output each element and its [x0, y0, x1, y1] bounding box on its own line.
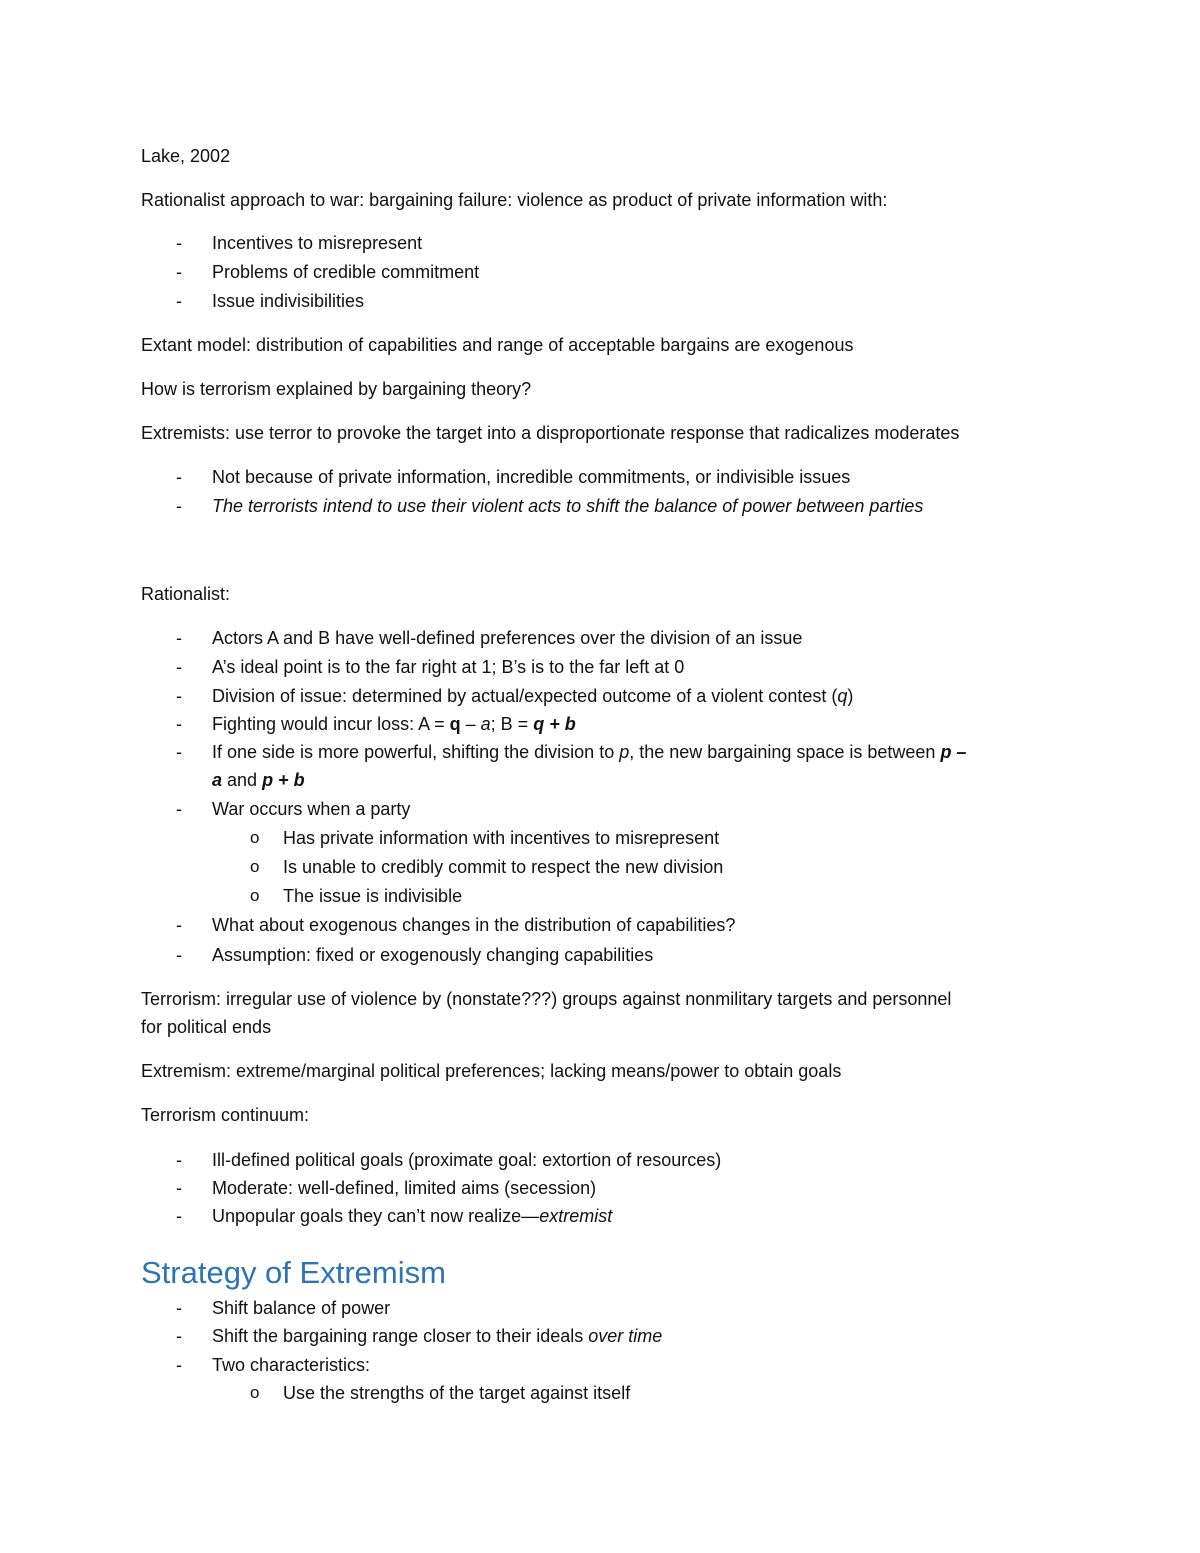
variable-a: a: [212, 770, 223, 790]
bullet: -: [176, 742, 182, 762]
bullet: -: [176, 1326, 182, 1346]
text-segment: and: [222, 770, 263, 790]
bullet: -: [176, 1206, 182, 1226]
list-item-italic: The terrorists intend to use their violent acts to shift the balance of power between parties: [212, 496, 924, 516]
bullet: -: [176, 686, 182, 706]
bullet: -: [176, 714, 182, 734]
list-item: Shift balance of power: [212, 1298, 391, 1318]
variable-q: q: [449, 714, 461, 734]
list-item: Problems of credible commitment: [212, 262, 480, 282]
variable-a: a: [480, 714, 491, 734]
bullet: -: [176, 1355, 182, 1375]
text-segment: If one side is more powerful, shifting the division to: [212, 742, 620, 762]
list-item: Two characteristics:: [212, 1355, 371, 1375]
bullet: -: [176, 945, 182, 965]
expression-p-minus: p –: [940, 742, 967, 762]
list-item: Moderate: well-defined, limited aims (secession): [212, 1178, 597, 1198]
list-item: [212, 684, 853, 708]
sub-list-item: Is unable to credibly commit to respect the new division: [283, 857, 724, 877]
list-item: Assumption: fixed or exogenously changing capabilities: [212, 945, 654, 965]
italic-segment: extremist: [539, 1206, 613, 1226]
paragraph-rationalist: Rationalist:: [141, 584, 231, 604]
text-segment: Fighting would incur loss: A =: [212, 714, 450, 734]
paragraph-rationalist-approach: Rationalist approach to war: bargaining failure: violence as product of private information with:: [141, 190, 888, 210]
text-segment: Unpopular goals they can’t now realize—: [212, 1206, 540, 1226]
list-item: Not because of private information, incredible commitments, or indivisible issues: [212, 467, 851, 487]
sub-bullet: o: [250, 886, 260, 905]
list-item: [212, 1324, 662, 1348]
list-item: [212, 1204, 612, 1228]
section-heading: Strategy of Extremism: [141, 1255, 446, 1290]
list-item: [212, 740, 966, 764]
text-segment: Division of issue: determined by actual/expected outcome of a violent contest (: [212, 686, 838, 706]
paragraph-terrorism-definition-cont: for political ends: [141, 1017, 272, 1037]
list-item: Incentives to misrepresent: [212, 233, 423, 253]
paragraph-terrorism-definition: Terrorism: irregular use of violence by (nonstate???) groups against nonmilitary targets and personnel: [141, 989, 952, 1009]
list-item: Actors A and B have well-defined preferences over the division of an issue: [212, 628, 803, 648]
sub-list-item: Has private information with incentives to misrepresent: [283, 828, 720, 848]
list-item: Issue indivisibilities: [212, 291, 365, 311]
text-segment: ; B =: [490, 714, 534, 734]
bullet: -: [176, 1178, 182, 1198]
paragraph-continuum: Terrorism continuum:: [141, 1105, 310, 1125]
sub-list-item: The issue is indivisible: [283, 886, 463, 906]
sub-bullet: o: [250, 1383, 260, 1402]
bullet: -: [176, 1150, 182, 1170]
list-item: What about exogenous changes in the distribution of capabilities?: [212, 915, 736, 935]
bullet: -: [176, 496, 182, 516]
text-segment: , the new bargaining space is between: [629, 742, 941, 762]
text-segment: –: [460, 714, 481, 734]
bullet: -: [176, 657, 182, 677]
variable-q: q: [837, 686, 848, 706]
list-item: Ill-defined political goals (proximate goal: extortion of resources): [212, 1150, 722, 1170]
paragraph-extremism: Extremism: extreme/marginal political preferences; lacking means/power to obtain goals: [141, 1061, 842, 1081]
bullet: -: [176, 233, 182, 253]
bullet: -: [176, 628, 182, 648]
text-segment: Shift the bargaining range closer to their ideals: [212, 1326, 589, 1346]
paragraph-extremists: Extremists: use terror to provoke the target into a disproportionate response that radicalizes moderates: [141, 423, 960, 443]
italic-segment: over time: [588, 1326, 663, 1346]
bullet: -: [176, 467, 182, 487]
bullet: -: [176, 1298, 182, 1318]
list-item: War occurs when a party: [212, 799, 411, 819]
sub-bullet: o: [250, 828, 260, 847]
text-segment: ): [847, 686, 854, 706]
paragraph-extant-model: Extant model: distribution of capabilities and range of acceptable bargains are exogenous: [141, 335, 854, 355]
list-item: [212, 712, 576, 736]
expression-p-plus-b: p + b: [262, 770, 305, 790]
sub-list-item: Use the strengths of the target against itself: [283, 1383, 631, 1403]
bullet: -: [176, 262, 182, 282]
paragraph-question: How is terrorism explained by bargaining theory?: [141, 379, 532, 399]
sub-bullet: o: [250, 857, 260, 876]
bullet: -: [176, 915, 182, 935]
bullet: -: [176, 291, 182, 311]
expression-q-plus-b: q + b: [533, 714, 576, 734]
list-item-continuation: [212, 768, 305, 792]
variable-p: p: [619, 742, 630, 762]
header-text: Lake, 2002: [141, 146, 231, 166]
bullet: -: [176, 799, 182, 819]
list-item: A’s ideal point is to the far right at 1; B’s is to the far left at 0: [212, 657, 685, 677]
